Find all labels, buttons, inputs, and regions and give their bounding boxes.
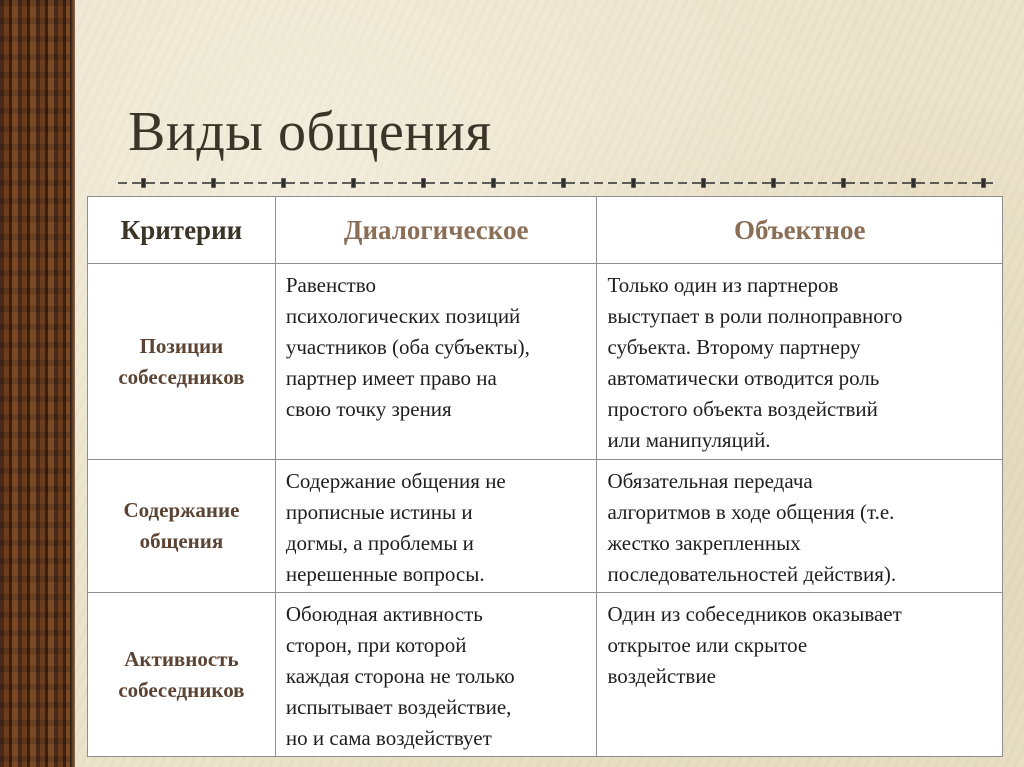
row-label-content <box>88 460 276 593</box>
cell-line: простого объекта воздействий <box>607 397 878 421</box>
row-label-positions <box>88 264 276 460</box>
cell-line: но и сама воздействует <box>285 726 492 750</box>
cell-line: или манипуляций. <box>607 428 771 452</box>
cell-line: сторон, при которой <box>285 633 467 657</box>
row-label-line: собеседников <box>118 364 245 389</box>
header-dialogic: Диалогическое <box>275 197 597 264</box>
header-criteria: Критерии <box>88 197 276 264</box>
divider-marker <box>142 179 145 187</box>
divider-marker <box>352 179 355 187</box>
cell-line: Только один из партнеров <box>607 273 839 297</box>
cell-line: догмы, а проблемы и <box>285 531 474 555</box>
cell-line: психологических позиций <box>285 304 521 328</box>
divider-marker <box>982 179 985 187</box>
cell-line: жестко закрепленных <box>607 531 801 555</box>
divider-marker <box>632 179 635 187</box>
cell-line: выступает в роли полноправного <box>607 304 903 328</box>
cell-line: открытое или скрытое <box>607 633 808 657</box>
row-label-line: Активность <box>124 646 239 671</box>
decorative-divider <box>118 178 993 188</box>
cell-line: последовательностей действия). <box>607 562 897 586</box>
wood-border-edge <box>70 0 75 767</box>
cell-dialogic-positions <box>275 264 597 460</box>
cell-line: прописные истины и <box>285 500 473 524</box>
cell-object-positions <box>597 264 1003 460</box>
divider-marker <box>212 179 215 187</box>
table-header-row <box>88 197 1003 264</box>
table-row <box>88 264 1003 460</box>
wood-border <box>0 0 70 767</box>
cell-line: Равенство <box>285 273 376 297</box>
cell-line: каждая сторона не только <box>285 664 515 688</box>
divider-marker <box>702 179 705 187</box>
divider-marker <box>282 179 285 187</box>
cell-line: алгоритмов в ходе общения (т.е. <box>607 500 895 524</box>
divider-marker <box>492 179 495 187</box>
row-label-line: Содержание <box>123 498 240 522</box>
row-label-line: Позиции <box>139 333 224 358</box>
cell-dialogic-activity <box>275 593 597 757</box>
divider-marker <box>772 179 775 187</box>
cell-line: автоматически отводится роль <box>607 366 880 390</box>
slide-title: Виды общения <box>128 101 492 163</box>
cell-line: Обязательная передача <box>607 469 813 493</box>
cell-line: Один из собеседников оказывает <box>607 602 902 626</box>
cell-line: Содержание общения не <box>285 469 506 493</box>
cell-line: испытывает воздействие, <box>285 695 512 719</box>
header-object: Объектное <box>597 197 1003 264</box>
divider-marker <box>912 179 915 187</box>
table-row <box>88 593 1003 757</box>
row-label-activity <box>88 593 276 757</box>
cell-line: свою точку зрения <box>285 397 452 421</box>
cell-line: нерешенные вопросы. <box>285 562 485 586</box>
cell-line: участников (оба субъекты), <box>285 335 530 359</box>
cell-line: партнер имеет право на <box>285 366 497 390</box>
cell-dialogic-content <box>275 460 597 593</box>
divider-marker <box>562 179 565 187</box>
cell-line: Обоюдная активность <box>285 602 483 626</box>
cell-object-content <box>597 460 1003 593</box>
cell-line: воздействие <box>607 664 716 688</box>
divider-marker <box>422 179 425 187</box>
divider-marker <box>842 179 845 187</box>
row-label-line: общения <box>139 529 224 553</box>
cell-object-activity <box>597 593 1003 757</box>
table-row <box>88 460 1003 593</box>
cell-line: субъекта. Второму партнеру <box>607 335 861 359</box>
comparison-table <box>87 196 1003 757</box>
row-label-line: собеседников <box>118 677 245 702</box>
